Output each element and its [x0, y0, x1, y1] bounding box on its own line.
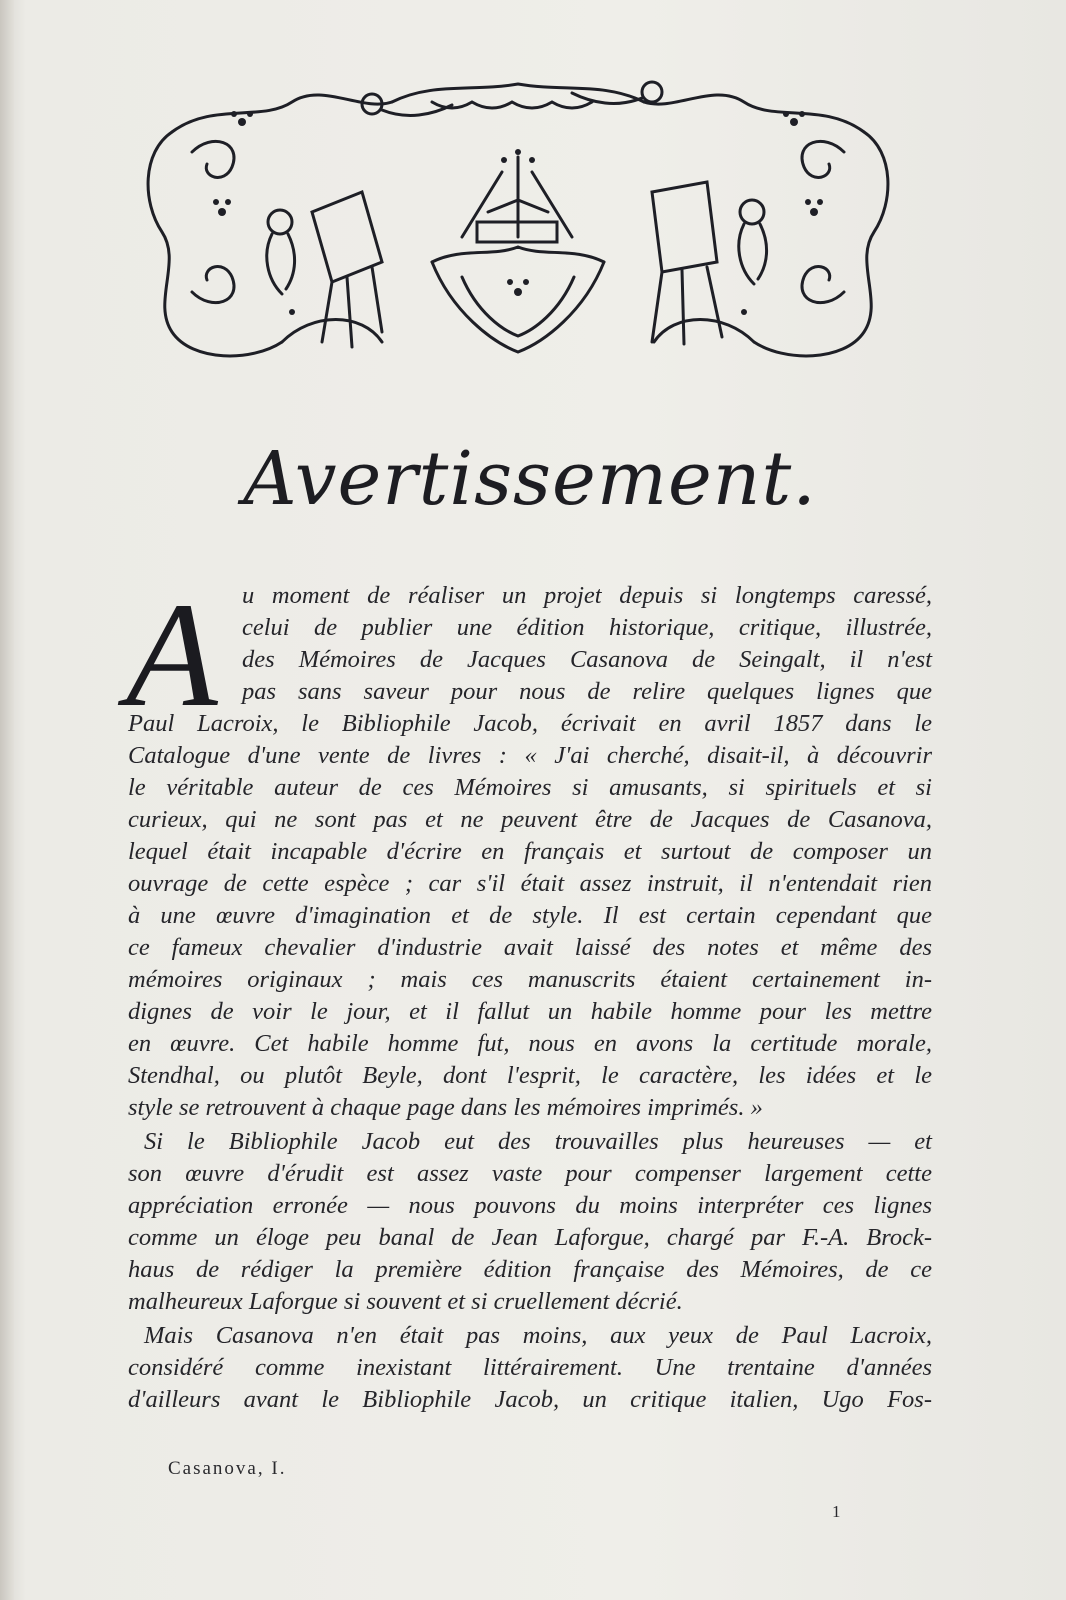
text-line: ouvrage de cette espèce ; car s'il était assez instruit, il n'entendait rien [128, 870, 932, 897]
text-line: son œuvre d'érudit est assez vaste pour compenser largement cette [128, 1160, 932, 1187]
text-line: malheureux Laforgue si souvent et si cruellement décrié. [128, 1288, 683, 1315]
page-gutter-edge [0, 0, 14, 1600]
text-line: ce fameux chevalier d'industrie avait laissé des notes et même des [128, 934, 932, 961]
ornamental-headpiece [132, 62, 904, 368]
signature-mark: Casanova, I. [168, 1458, 287, 1479]
text-line: dignes de voir le jour, et il fallut un habile homme pour les mettre [128, 998, 932, 1025]
page-number: 1 [832, 1502, 841, 1521]
text-line: Paul Lacroix, le Bibliophile Jacob, écrivait en avril 1857 dans le [128, 710, 932, 737]
text-line: lequel était incapable d'écrire en français et surtout de composer un [128, 838, 932, 865]
text-line: à une œuvre d'imagination et de style. Il est certain cependant que [128, 902, 932, 929]
text-line: comme un éloge peu banal de Jean Laforgue, chargé par F.-A. Brock- [128, 1224, 932, 1251]
drop-cap-letter: A [126, 572, 218, 738]
text-line: celui de publier une édition historique, critique, illustrée, [242, 614, 932, 641]
text-line: u moment de réaliser un projet depuis si longtemps caressé, [242, 582, 932, 609]
text-line: Stendhal, ou plutôt Beyle, dont l'esprit, le caractère, les idées et le [128, 1062, 932, 1089]
text-line: appréciation erronée — nous pouvons du moins interpréter ces lignes [128, 1192, 932, 1219]
page-title: Avertissement. [243, 436, 817, 522]
text-line: pas sans saveur pour nous de relire quelques lignes que [242, 678, 932, 705]
text-line: style se retrouvent à chaque page dans les mémoires imprimés. » [128, 1094, 763, 1121]
text-line: en œuvre. Cet habile homme fut, nous en avons la certitude morale, [128, 1030, 932, 1057]
text-line: Si le Bibliophile Jacob eut des trouvailles plus heureuses — et [144, 1128, 932, 1155]
text-line: mémoires originaux ; mais ces manuscrits étaient certainement in- [128, 966, 932, 993]
text-line: des Mémoires de Jacques Casanova de Seingalt, il n'est [242, 646, 932, 673]
text-line: Mais Casanova n'en était pas moins, aux yeux de Paul Lacroix, [144, 1322, 932, 1349]
text-line: d'ailleurs avant le Bibliophile Jacob, un critique italien, Ugo Fos- [128, 1386, 932, 1413]
text-line: le véritable auteur de ces Mémoires si amusants, si spirituels et si [128, 774, 932, 801]
text-line: Catalogue d'une vente de livres : « J'ai cherché, disait-il, à découvrir [128, 742, 932, 769]
text-line: curieux, qui ne sont pas et ne peuvent être de Jacques de Casanova, [128, 806, 932, 833]
text-line: haus de rédiger la première édition française des Mémoires, de ce [128, 1256, 932, 1283]
text-line: considéré comme inexistant littérairement. Une trentaine d'années [128, 1354, 932, 1381]
